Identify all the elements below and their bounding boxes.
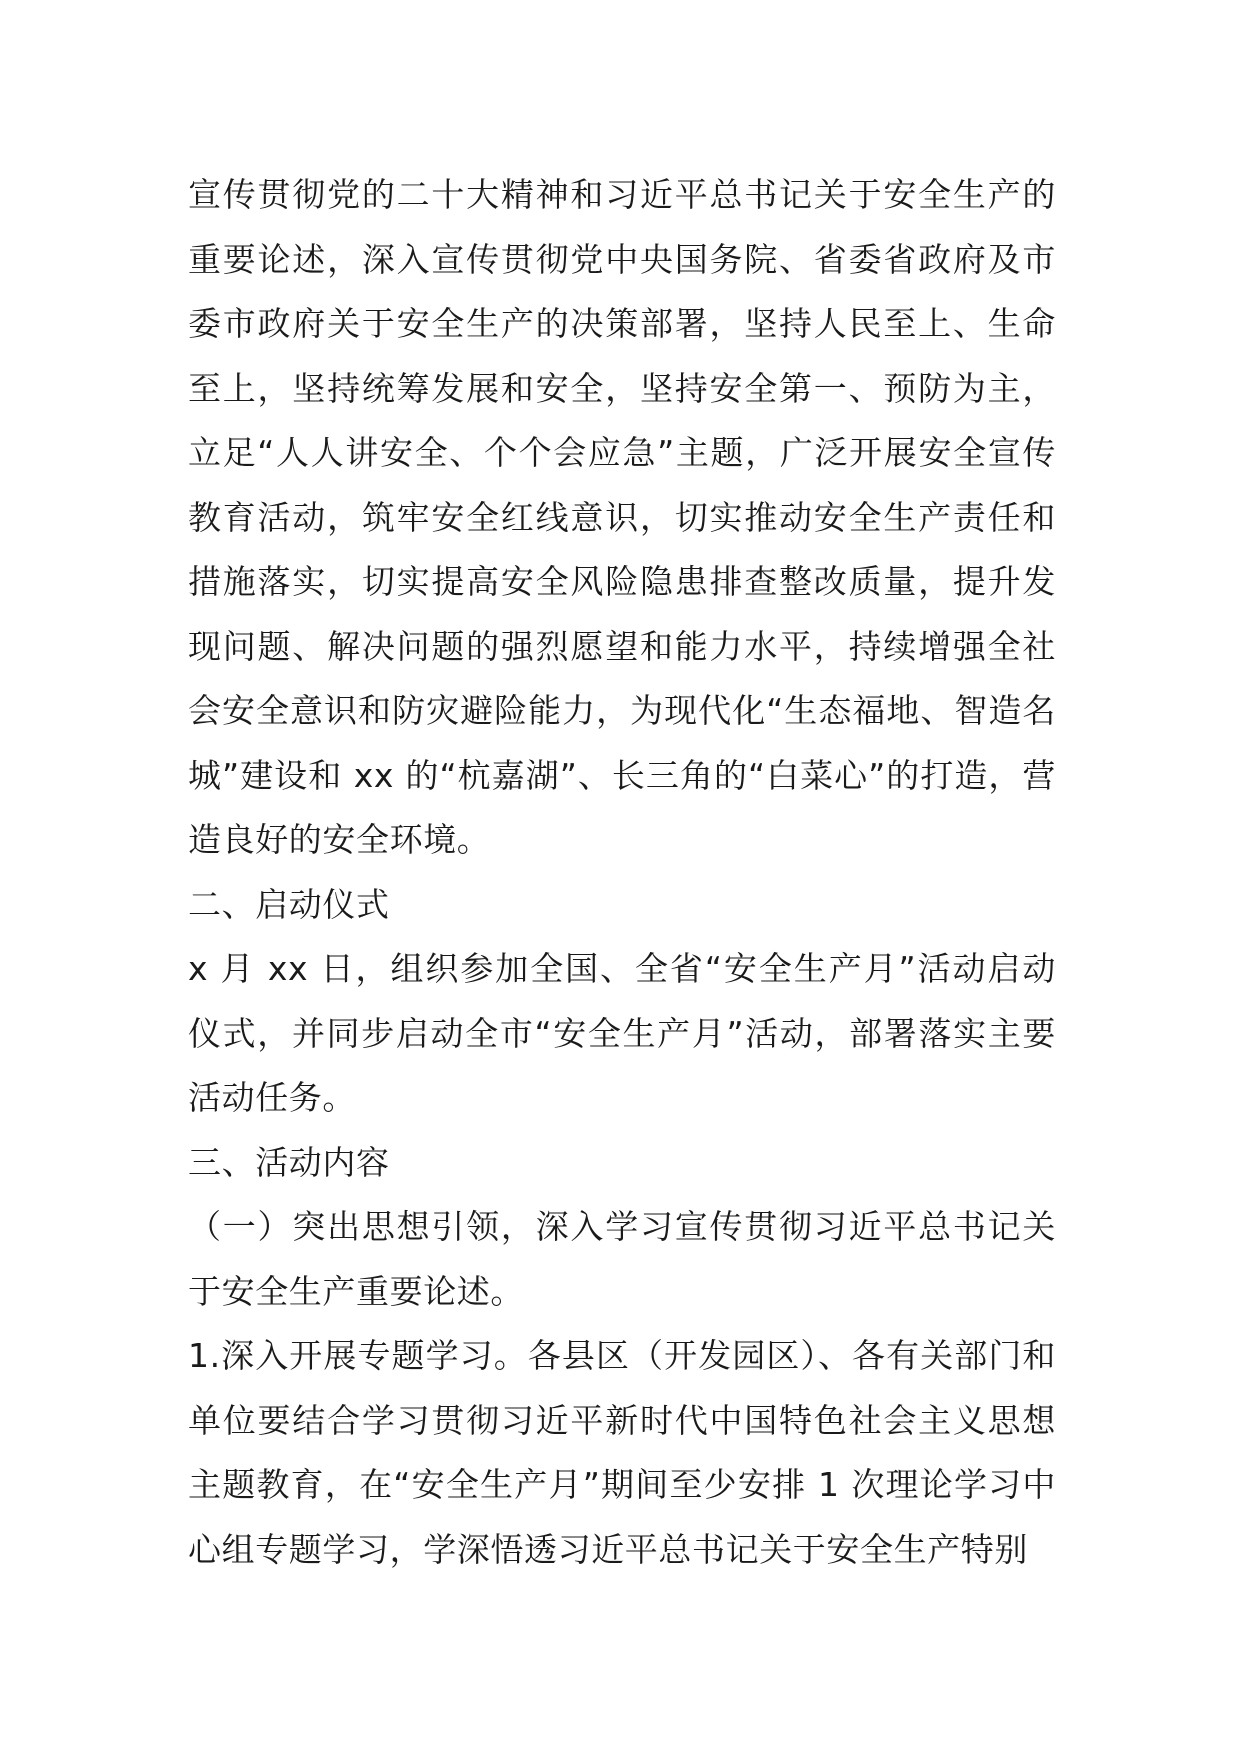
section-heading-activity-content: 三、活动内容 xyxy=(188,1142,390,1182)
intro-paragraph: 宣传贯彻党的二十大精神和习近平总书记关于安全生产的重要论述，深入宣传贯彻党中央国务院、省委省政府及市委市政府关于安全生产的决策部署，坚持人民至上、生命至上，坚持统筹发展和安全，坚持安全第一、预防为主，立足“人人讲安全、个个会应急”主题，广泛开展安全宣传教育活动，筑牢安全红线意识，切实推动安全生产责任和措施落实，切实提高安全风险隐患排查整改质量，提升发现问题、解决问题的强烈愿望和能力水平，持续增强全社会安全意识和防灾避险能力，为现代化“生态福地、智造名城”建设和 xx 的“杭嘉湖”、长三角的“白菜心”的打造，营造良好的安全环境。 xyxy=(188,175,1056,859)
document-body xyxy=(188,163,1056,1582)
subsection-heading-thought-leadership: （一）突出思想引领，深入学习宣传贯彻习近平总书记关于安全生产重要论述。 xyxy=(188,1207,1056,1311)
item-1-paragraph: 1.深入开展专题学习。各县区（开发园区）、各有关部门和单位要结合学习贯彻习近平新时代中国特色社会主义思想主题教育，在“安全生产月”期间至少安排 1 次理论学习中心组专题学习，学深悟透习近平总书记关于安全生产特别 xyxy=(188,1336,1056,1569)
section-heading-launch-ceremony: 二、启动仪式 xyxy=(188,884,390,924)
launch-ceremony-paragraph: x 月 xx 日，组织参加全国、全省“安全生产月”活动启动仪式，并同步启动全市“安全生产月”活动，部署落实主要活动任务。 xyxy=(188,949,1056,1117)
